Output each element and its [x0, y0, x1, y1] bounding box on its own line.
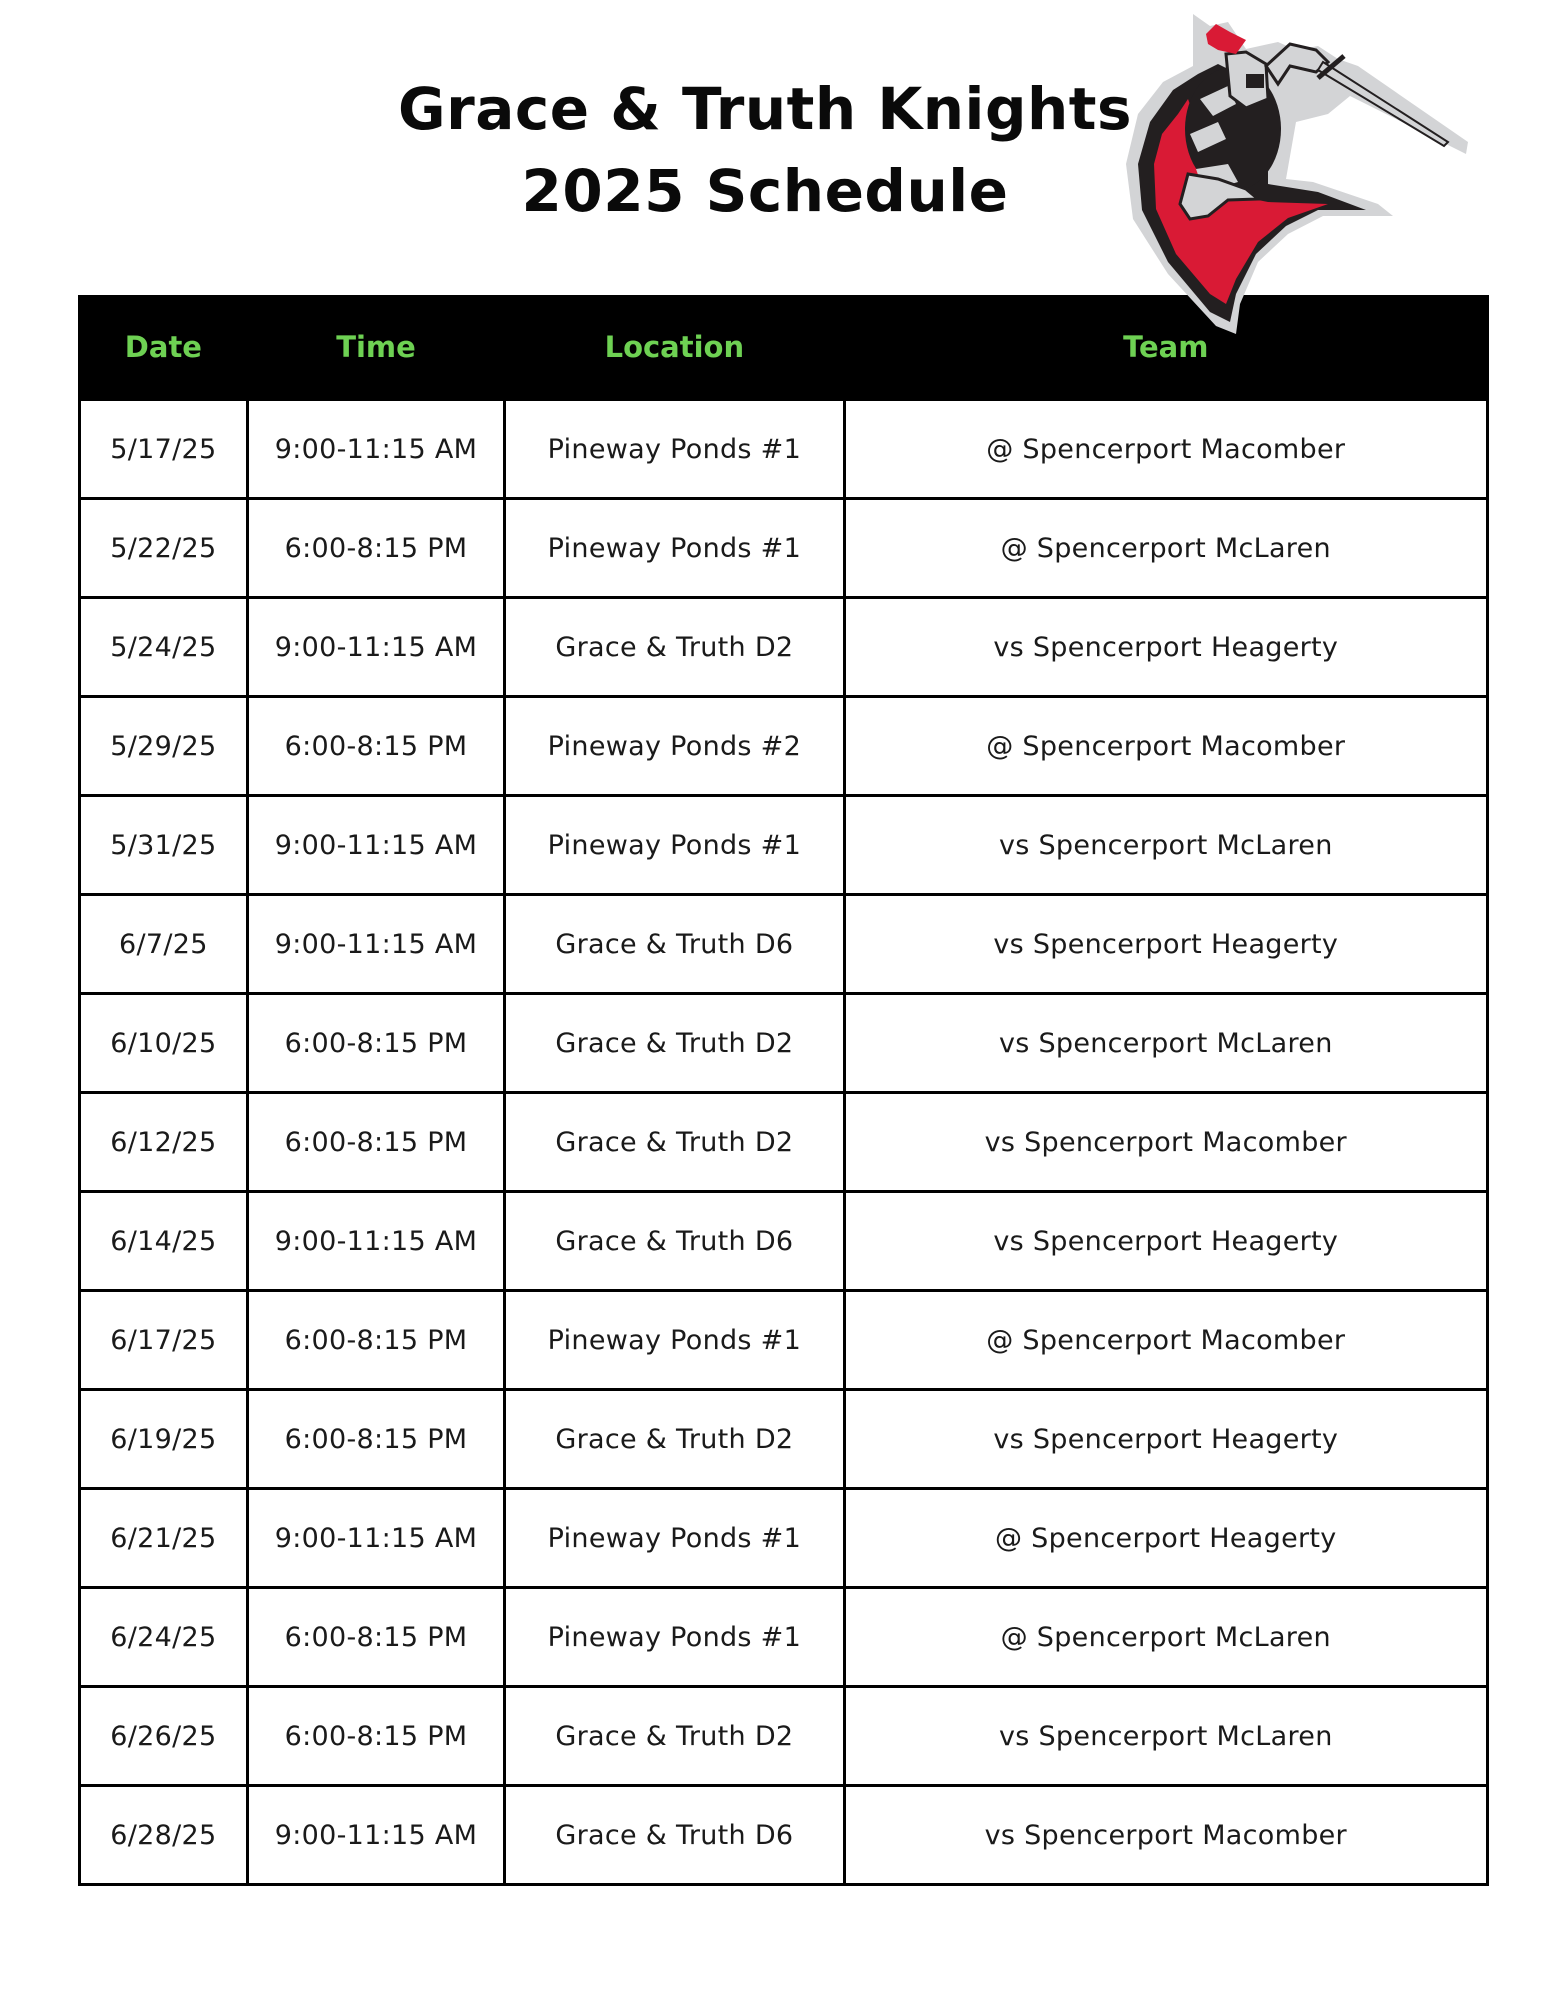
- date-cell: 5/24/25: [80, 598, 248, 697]
- date-cell: 6/14/25: [80, 1192, 248, 1291]
- date-cell: 6/7/25: [80, 895, 248, 994]
- location-cell: Grace & Truth D2: [505, 598, 844, 697]
- team-cell: @ Spencerport Heagerty: [844, 1489, 1487, 1588]
- team-cell: @ Spencerport Macomber: [844, 697, 1487, 796]
- location-cell: Grace & Truth D2: [505, 1687, 844, 1786]
- page-title: [330, 68, 1200, 232]
- location-cell: Grace & Truth D6: [505, 1786, 844, 1885]
- table-row: [80, 1786, 1488, 1885]
- team-cell: vs Spencerport Heagerty: [844, 1192, 1487, 1291]
- table-row: [80, 1489, 1488, 1588]
- time-cell: 6:00-8:15 PM: [247, 1588, 504, 1687]
- time-cell: 6:00-8:15 PM: [247, 994, 504, 1093]
- team-cell: vs Spencerport Heagerty: [844, 598, 1487, 697]
- table-row: [80, 499, 1488, 598]
- team-cell: vs Spencerport Heagerty: [844, 1390, 1487, 1489]
- time-cell: 6:00-8:15 PM: [247, 1093, 504, 1192]
- table-row: [80, 1093, 1488, 1192]
- team-cell: vs Spencerport Heagerty: [844, 895, 1487, 994]
- location-cell: Pineway Ponds #1: [505, 1588, 844, 1687]
- location-cell: Pineway Ponds #1: [505, 796, 844, 895]
- table-row: [80, 895, 1488, 994]
- table-row: [80, 400, 1488, 499]
- location-cell: Grace & Truth D2: [505, 1093, 844, 1192]
- time-cell: 6:00-8:15 PM: [247, 1291, 504, 1390]
- table-row: [80, 1390, 1488, 1489]
- date-cell: 6/28/25: [80, 1786, 248, 1885]
- table-row: [80, 994, 1488, 1093]
- date-cell: 5/29/25: [80, 697, 248, 796]
- location-cell: Grace & Truth D2: [505, 1390, 844, 1489]
- column-header-team: Team: [844, 295, 1487, 400]
- title-line-team: Grace & Truth Knights: [398, 75, 1132, 143]
- logo-visor: [1246, 74, 1264, 88]
- time-cell: 6:00-8:15 PM: [247, 1687, 504, 1786]
- team-cell: vs Spencerport McLaren: [844, 994, 1487, 1093]
- date-cell: 6/12/25: [80, 1093, 248, 1192]
- time-cell: 9:00-11:15 AM: [247, 1786, 504, 1885]
- time-cell: 9:00-11:15 AM: [247, 1192, 504, 1291]
- location-cell: Grace & Truth D6: [505, 895, 844, 994]
- team-cell: @ Spencerport Macomber: [844, 1291, 1487, 1390]
- date-cell: 6/26/25: [80, 1687, 248, 1786]
- table-row: [80, 697, 1488, 796]
- time-cell: 9:00-11:15 AM: [247, 1489, 504, 1588]
- title-line-schedule: 2025 Schedule: [521, 157, 1009, 225]
- time-cell: 6:00-8:15 PM: [247, 697, 504, 796]
- date-cell: 6/10/25: [80, 994, 248, 1093]
- time-cell: 9:00-11:15 AM: [247, 598, 504, 697]
- date-cell: 6/19/25: [80, 1390, 248, 1489]
- location-cell: Pineway Ponds #2: [505, 697, 844, 796]
- location-cell: Grace & Truth D2: [505, 994, 844, 1093]
- table-row: [80, 796, 1488, 895]
- schedule-table: [78, 295, 1489, 1886]
- column-header-location: Location: [505, 295, 844, 400]
- time-cell: 6:00-8:15 PM: [247, 1390, 504, 1489]
- date-cell: 6/24/25: [80, 1588, 248, 1687]
- column-header-time: Time: [247, 295, 504, 400]
- date-cell: 6/17/25: [80, 1291, 248, 1390]
- location-cell: Pineway Ponds #1: [505, 1291, 844, 1390]
- date-cell: 5/31/25: [80, 796, 248, 895]
- time-cell: 6:00-8:15 PM: [247, 499, 504, 598]
- time-cell: 9:00-11:15 AM: [247, 895, 504, 994]
- team-cell: vs Spencerport McLaren: [844, 796, 1487, 895]
- date-cell: 6/21/25: [80, 1489, 248, 1588]
- location-cell: Pineway Ponds #1: [505, 499, 844, 598]
- time-cell: 9:00-11:15 AM: [247, 400, 504, 499]
- schedule-body: [80, 400, 1488, 1885]
- team-cell: vs Spencerport McLaren: [844, 1687, 1487, 1786]
- team-cell: @ Spencerport Macomber: [844, 400, 1487, 499]
- table-row: [80, 1687, 1488, 1786]
- team-cell: @ Spencerport McLaren: [844, 499, 1487, 598]
- knight-logo-icon: [1118, 4, 1480, 334]
- location-cell: Pineway Ponds #1: [505, 400, 844, 499]
- team-cell: @ Spencerport McLaren: [844, 1588, 1487, 1687]
- table-row: [80, 598, 1488, 697]
- table-row: [80, 1192, 1488, 1291]
- location-cell: Grace & Truth D6: [505, 1192, 844, 1291]
- date-cell: 5/17/25: [80, 400, 248, 499]
- team-cell: vs Spencerport Macomber: [844, 1093, 1487, 1192]
- column-header-date: Date: [80, 295, 248, 400]
- table-row: [80, 1291, 1488, 1390]
- date-cell: 5/22/25: [80, 499, 248, 598]
- table-row: [80, 1588, 1488, 1687]
- team-cell: vs Spencerport Macomber: [844, 1786, 1487, 1885]
- time-cell: 9:00-11:15 AM: [247, 796, 504, 895]
- location-cell: Pineway Ponds #1: [505, 1489, 844, 1588]
